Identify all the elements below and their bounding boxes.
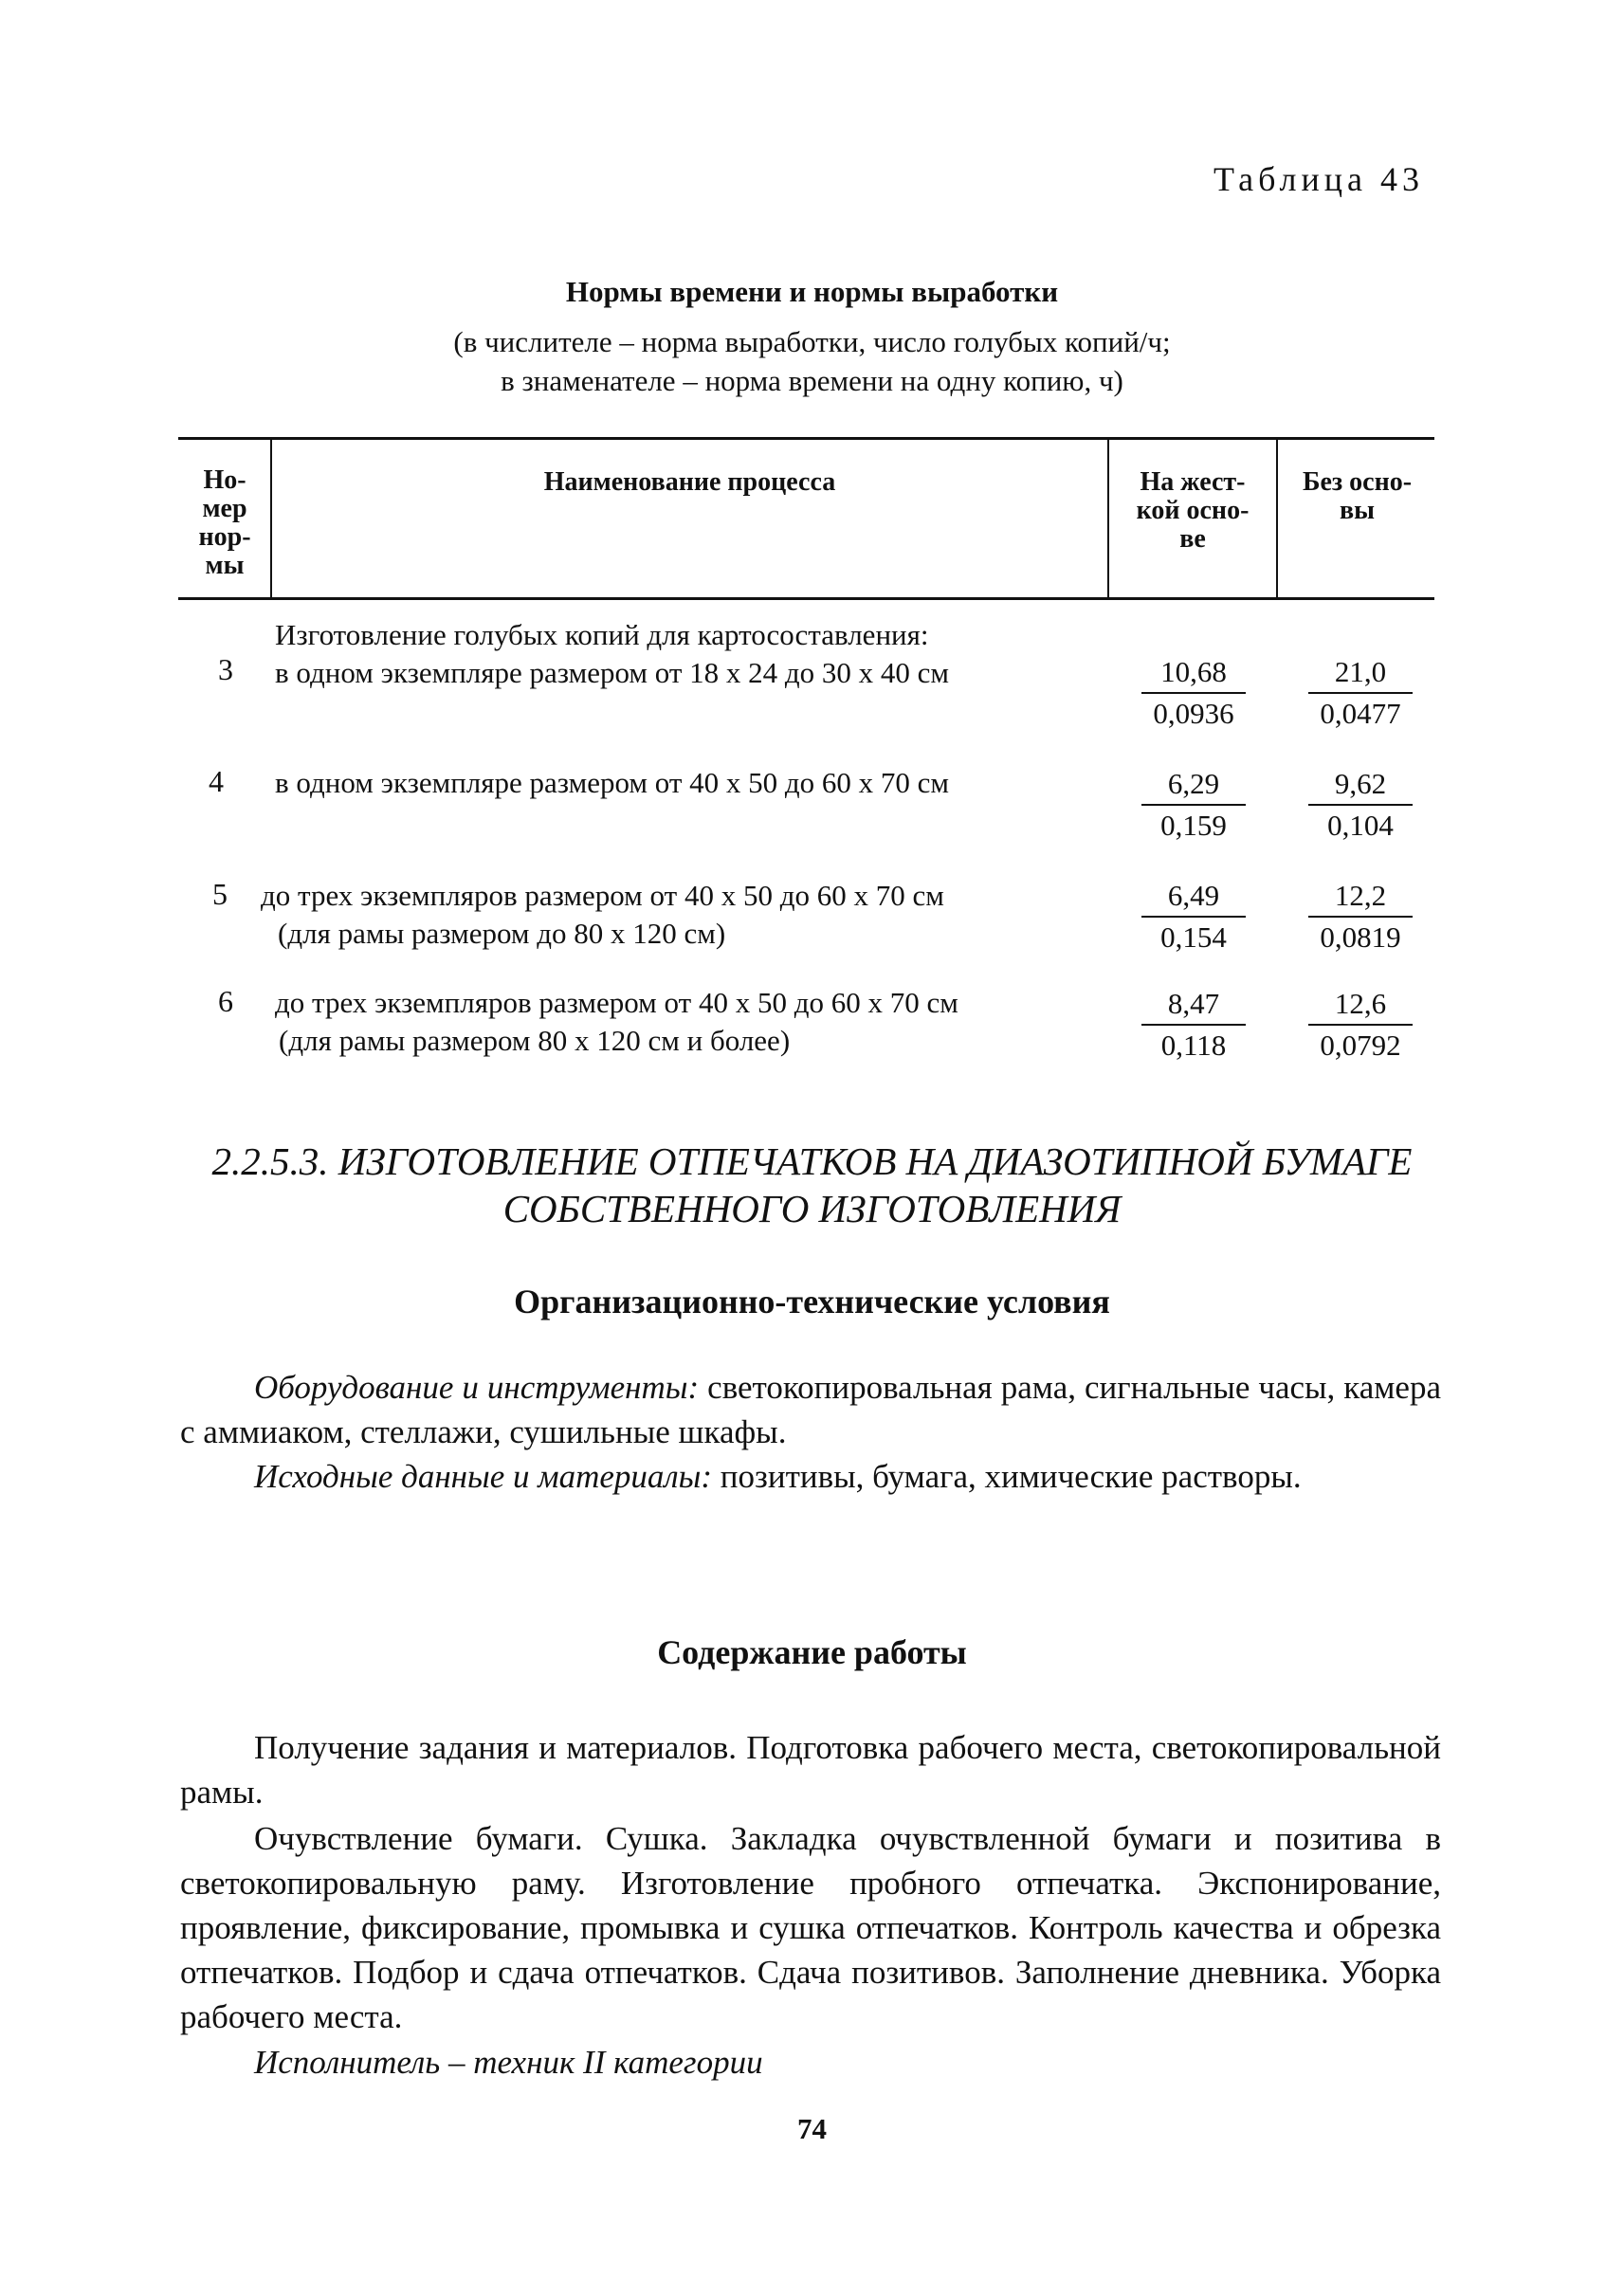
table-header-rule xyxy=(178,597,1434,600)
header-line: мы xyxy=(205,551,245,580)
denominator: 0,0477 xyxy=(1320,697,1401,730)
header-line: нор- xyxy=(198,522,251,552)
header-process: Наименование процесса xyxy=(543,467,836,497)
rigid-value xyxy=(1132,986,1255,1064)
no-base-value xyxy=(1299,986,1422,1064)
denominator: 0,159 xyxy=(1160,809,1227,842)
fraction-bar xyxy=(1141,804,1246,806)
header-line: Без осно- xyxy=(1302,467,1413,497)
rigid-value xyxy=(1132,654,1255,732)
denominator: 0,0792 xyxy=(1320,1029,1401,1062)
header-number xyxy=(182,466,267,580)
source-text: позитивы, бумага, химические растворы. xyxy=(720,1458,1302,1495)
header-line: вы xyxy=(1340,496,1375,525)
numerator: 9,62 xyxy=(1334,767,1387,800)
header-no-base xyxy=(1280,468,1434,525)
row-number: 4 xyxy=(209,764,224,798)
fraction-bar xyxy=(1308,692,1413,694)
fraction-bar xyxy=(1141,916,1246,918)
row-line: (для рамы размером до 80 x 120 см) xyxy=(278,917,726,950)
work-heading: Содержание работы xyxy=(657,1633,967,1671)
row-description xyxy=(275,764,949,802)
page-number: 74 xyxy=(797,2112,827,2145)
fraction-bar xyxy=(1308,804,1413,806)
equipment-paragraph xyxy=(180,1365,1441,1454)
column-divider xyxy=(1107,440,1109,597)
denominator: 0,0819 xyxy=(1320,920,1401,954)
row-description xyxy=(261,877,944,953)
row-line: Изготовление голубых копий для картосоставления: xyxy=(275,618,929,651)
equipment-text: светокопировальная рама, сигнальные часы, камера с аммиаком, стеллажи, сушильные шкафы. xyxy=(180,1369,1441,1450)
row-line: до трех экземпляров размером от 40 x 50 до 60 x 70 см xyxy=(275,986,958,1019)
work-paragraph: Очувствление бумаги. Сушка. Закладка очувствленной бумаги и позитива в светокопировальную раму. Изготовление пробного отпечатка. Экспонирование, проявление, фиксирование, промывка и сушка отпечатков. Контроль качества и обрезка отпечатков. Подбор и сдача отпечатков. Сдача позитивов. Заполнение дневника. Уборка рабочего места. xyxy=(180,1820,1441,2035)
no-base-value xyxy=(1299,654,1422,732)
rigid-value xyxy=(1132,766,1255,844)
row-number: 6 xyxy=(218,984,233,1018)
source-label: Исходные данные и материалы: xyxy=(254,1458,713,1495)
header-line: мер xyxy=(202,494,247,523)
section-title-line: 2.2.5.3. ИЗГОТОВЛЕНИЕ ОТПЕЧАТКОВ НА ДИАЗОТИПНОЙ БУМАГЕ xyxy=(211,1139,1413,1183)
no-base-value xyxy=(1299,878,1422,956)
table-top-rule xyxy=(178,437,1434,440)
denominator: 0,0936 xyxy=(1153,697,1234,730)
row-line: в одном экземпляре размером от 18 x 24 до 30 x 40 см xyxy=(275,656,950,689)
numerator: 12,2 xyxy=(1334,879,1387,912)
numerator: 6,29 xyxy=(1167,767,1220,800)
performer: Исполнитель – техник II категории xyxy=(254,2044,763,2081)
table-subtitle-line: (в числителе – норма выработки, число голубых копий/ч; xyxy=(453,325,1171,358)
row-line: в одном экземпляре размером от 40 x 50 до 60 x 70 см xyxy=(275,766,950,799)
table-title: Нормы времени и нормы выработки xyxy=(565,275,1059,308)
table-label: Таблица 43 xyxy=(1213,160,1424,198)
fraction-bar xyxy=(1141,692,1246,694)
denominator: 0,154 xyxy=(1160,920,1227,954)
numerator: 6,49 xyxy=(1167,879,1220,912)
numerator: 10,68 xyxy=(1160,655,1227,688)
work-paragraph: Получение задания и материалов. Подготовка рабочего места, светокопировальной рамы. xyxy=(180,1729,1441,1811)
denominator: 0,118 xyxy=(1160,1029,1227,1062)
fraction-bar xyxy=(1308,1024,1413,1026)
fraction-bar xyxy=(1141,1024,1246,1026)
numerator: 21,0 xyxy=(1334,655,1387,688)
row-number: 3 xyxy=(218,652,233,686)
section-title-line: СОБСТВЕННОГО ИЗГОТОВЛЕНИЯ xyxy=(502,1187,1122,1230)
row-description xyxy=(275,616,949,692)
table-subtitle-line: в знаменателе – норма времени на одну копию, ч) xyxy=(501,364,1123,397)
fraction-bar xyxy=(1308,916,1413,918)
source-paragraph xyxy=(180,1454,1441,1499)
denominator: 0,104 xyxy=(1327,809,1394,842)
row-description xyxy=(275,984,958,1060)
row-line: (для рамы размером 80 x 120 см и более) xyxy=(279,1024,791,1057)
section-title xyxy=(0,1138,1624,1232)
equipment-label: Оборудование и инструменты: xyxy=(254,1369,700,1406)
org-heading: Организационно-технические условия xyxy=(514,1283,1110,1321)
no-base-value xyxy=(1299,766,1422,844)
header-line: На жест- xyxy=(1140,467,1246,497)
numerator: 8,47 xyxy=(1167,987,1220,1020)
column-divider xyxy=(270,440,272,597)
row-number: 5 xyxy=(212,877,228,911)
header-line: кой осно- xyxy=(1136,496,1250,525)
table-subtitle xyxy=(0,322,1624,400)
header-rigid-base xyxy=(1111,468,1274,554)
numerator: 12,6 xyxy=(1334,987,1387,1020)
row-line: до трех экземпляров размером от 40 x 50 до 60 x 70 см xyxy=(261,879,944,912)
header-line: ве xyxy=(1179,524,1206,554)
header-line: Но- xyxy=(203,465,246,495)
rigid-value xyxy=(1132,878,1255,956)
column-divider xyxy=(1276,440,1278,597)
